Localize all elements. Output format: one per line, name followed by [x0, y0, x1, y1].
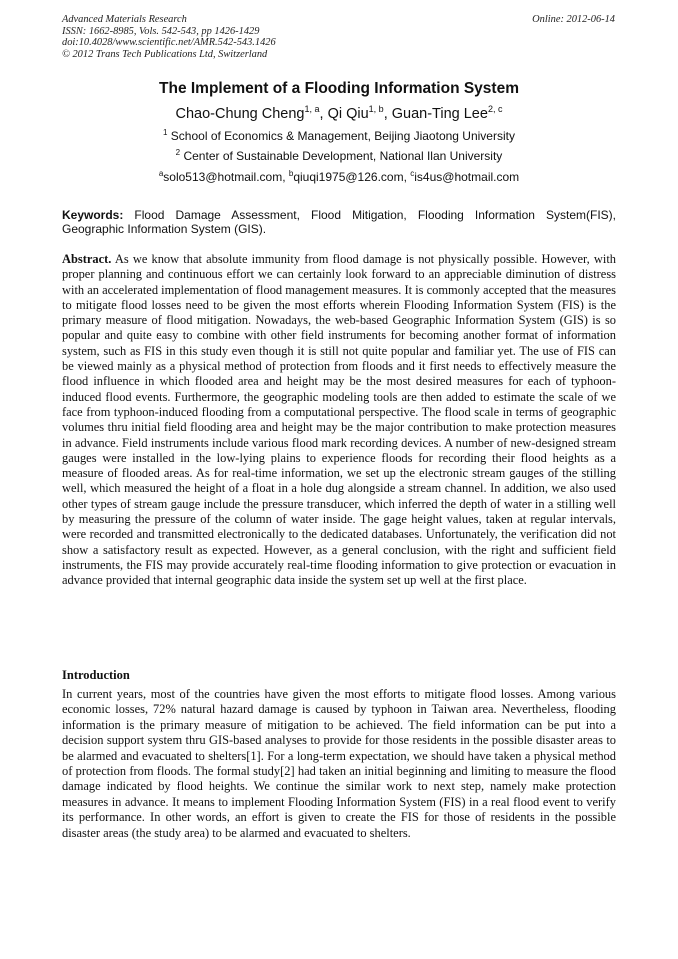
- author-name: Guan-Ting Lee: [391, 106, 488, 122]
- online-date: Online: 2012-06-14: [532, 14, 615, 25]
- author-affil-marker: 1, b: [368, 104, 384, 114]
- affiliation-text: School of Economics & Management, Beijing Jiaotong University: [170, 129, 515, 143]
- author-list: [62, 106, 616, 123]
- author-separator: ,: [383, 106, 392, 122]
- keywords-label: Keywords:: [62, 208, 124, 222]
- email-list: [62, 170, 616, 184]
- affiliation-1: [62, 129, 616, 143]
- author-name: Qi Qiu: [327, 106, 369, 122]
- email-marker: c: [410, 169, 415, 178]
- affiliation-marker: 2: [175, 148, 181, 157]
- paper-title: The Implement of a Flooding Information System: [159, 80, 519, 97]
- affiliation-2: [62, 149, 616, 163]
- journal-header: [62, 14, 276, 60]
- introduction-heading: Introduction: [62, 668, 130, 682]
- title-block: [62, 80, 616, 184]
- abstract-label: Abstract.: [62, 252, 112, 266]
- author-affil-marker: 1, a: [304, 104, 320, 114]
- keywords-text: Flood Damage Assessment, Flood Mitigation, Flooding Information System(FIS), Geographic Information System (GIS).: [62, 208, 616, 236]
- doi-line[interactable]: doi:10.4028/www.scientific.net/AMR.542-543.1426: [62, 37, 276, 48]
- keywords-section: [62, 208, 616, 236]
- author-name: Chao-Chung Cheng: [175, 106, 305, 122]
- affiliation-text: Center of Sustainable Development, National Ilan University: [183, 149, 503, 163]
- email-marker: b: [288, 169, 294, 178]
- abstract-text: As we know that absolute immunity from flood damage is not physically possible. However, with proper planning and continuous effort we can certainly look forward to an appreciable diminution of distress with an accelerated implementation of flood management measures. It is commonly accepted that the measures to mitigate flood losses need to be given the most efforts wherein Flooding Information System (FIS) is the primary measure of flood mitigation. Nowadays, the web-based Geographic Information System (GIS) is so popular and quite easy to combine with other field instruments for becoming another format of information system, such as FIS in this study even though it is still not quite popular and familiar yet. The use of FIS can be viewed mainly as a physical method of protection from floods and it first needs to effectively measure the flood influence in which flooded area and height may be the most desired measures for each of typhoon-induced flood events. Furthermore, the geographic modeling tools are then added to estimate the scale of we face from typhoon-induced flooding from a computational perspective. The flood scale in terms of geographic volumes thru initial field flooding area and height may be the major contribution to make protection measures in advance. Field instruments include various flood mark recording devices. A number of new-designed stream gauges were installed in the low-lying plains to experience floods for recording their flood heights as a measure of flooded areas. As for real-time information, we set up the electronic stream gauges of the stilling well, which measured the height of a float in a hole dug alongside a stream channel. In addition, we also used other types of stream gauge include the pressure transducer, which inferred the depth of water in a stilling well by measuring the pressure of the column of water inside. The gage height values, taken at regular intervals, were recorded and transmitted electronically to the dedicated databases. Unfortunately, the verification did not show a satisfactory result as expected. However, as a general conclusion, with the right and sufficient field instruments, the FIS may provide accurately real-time flooding information to give protection or evacuation in advance provided that internal geographic data inside the system set up well at the first place.: [62, 252, 616, 588]
- email-address[interactable]: is4us@hotmail.com: [414, 170, 520, 184]
- journal-name: Advanced Materials Research: [62, 14, 187, 25]
- email-address[interactable]: solo513@hotmail.com,: [163, 170, 289, 184]
- email-marker: a: [158, 169, 164, 178]
- introduction-text: In current years, most of the countries have given the most efforts to mitigate flood losses. Among various economic losses, 72% natural hazard damage is caused by typhoon in Taiwan area. Nevertheless, flooding information is the primary measure of mitigation to be achieved. The field information can be put into a decision support system thru GIS-based analyses to provide for those residents in the possible disaster areas to be alarmed and evacuated to shelters[1]. For a long-term expectation, we should have taken a physical method of protection from floods. The formal study[2] had taken an initial beginning and limiting to measure the flood damage indicated by flood heights. We continue the similar work to next step, namely make protection measures in advance. It means to implement Flooding Information System (FIS) in a real flood event to verify its performance. In other words, an effort is given to create the FIS for those of residents in the possible disaster areas (the study area) to be alarmed and evacuated to shelters.: [62, 687, 616, 840]
- author-affil-marker: 2, c: [487, 104, 503, 114]
- issn-line: ISSN: 1662-8985, Vols. 542-543, pp 1426-1429: [62, 25, 260, 37]
- author-separator: ,: [319, 106, 328, 122]
- affiliation-marker: 1: [163, 128, 168, 137]
- abstract-section: [62, 252, 616, 589]
- copyright-line: © 2012 Trans Tech Publications Ltd, Switzerland: [62, 48, 268, 60]
- email-address[interactable]: qiuqi1975@126.com,: [293, 170, 411, 184]
